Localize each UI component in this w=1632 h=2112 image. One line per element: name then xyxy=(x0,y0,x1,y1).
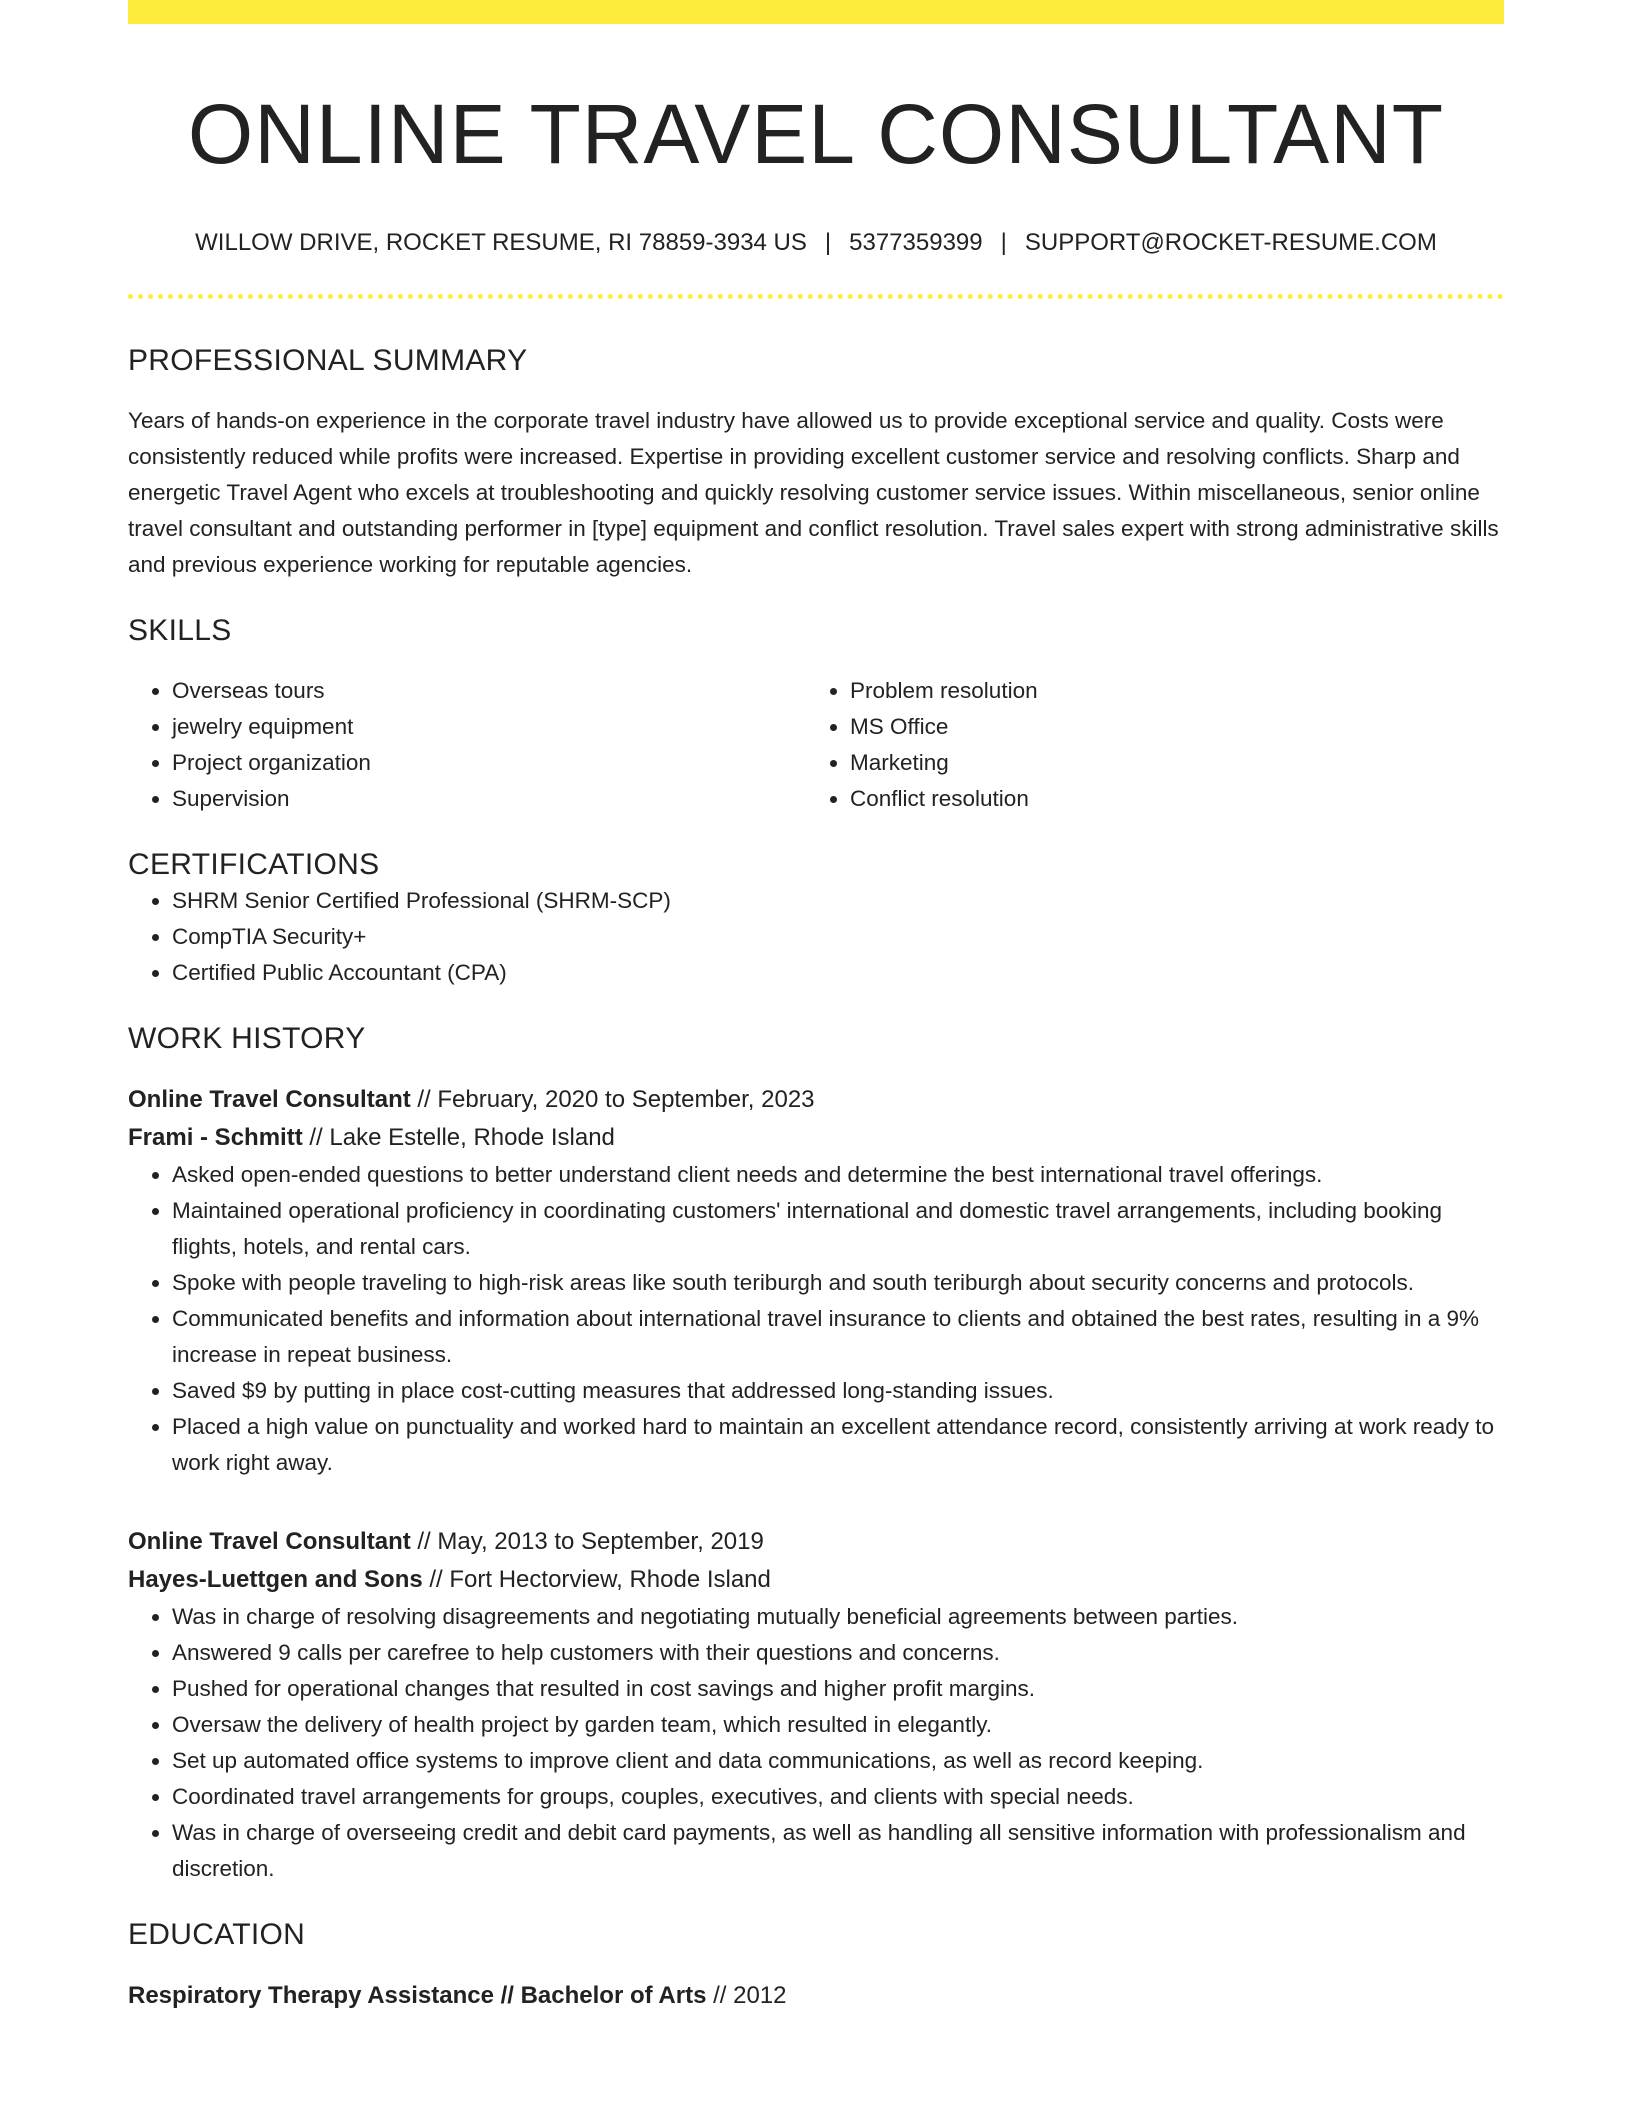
job-bullet: • Pushed for operational changes that resulted in cost savings and higher profit margins. xyxy=(172,1671,1504,1707)
education-line xyxy=(128,1977,1504,2015)
top-accent-bar xyxy=(128,0,1504,24)
job-bullet: • Communicated benefits and information about international travel insurance to clients and obtained the best rates, resulting in a 9% increase in repeat business. xyxy=(172,1301,1504,1373)
certification-item: • Certified Public Accountant (CPA) xyxy=(172,955,1504,991)
education-heading: EDUCATION xyxy=(128,1917,306,1951)
contact-separator: | xyxy=(1000,228,1007,256)
skills-left-column xyxy=(128,673,806,817)
job-company-line xyxy=(128,1561,1504,1599)
education-degree: Respiratory Therapy Assistance // Bachelor of Arts xyxy=(128,1981,707,2009)
job-location: // Fort Hectorview, Rhode Island xyxy=(422,1565,771,1593)
summary-heading: PROFESSIONAL SUMMARY xyxy=(128,343,528,377)
job-bullet: • Was in charge of overseeing credit and debit card payments, as well as handling all sensitive information with professionalism and discretion. xyxy=(172,1815,1504,1887)
contact-email: SUPPORT@ROCKET-RESUME.COM xyxy=(1024,228,1437,256)
skill-item: • Overseas tours xyxy=(172,673,806,709)
job-company-line xyxy=(128,1119,1504,1157)
job-bullet: • Spoke with people traveling to high-risk areas like south teriburgh and south teriburgh about security concerns and protocols. xyxy=(172,1265,1504,1301)
job-entry xyxy=(128,1523,1504,1887)
job-company: Frami - Schmitt xyxy=(128,1123,303,1151)
skill-item: • Problem resolution xyxy=(850,673,1484,709)
skill-item: • Supervision xyxy=(172,781,806,817)
work-history-heading: WORK HISTORY xyxy=(128,1021,366,1055)
certifications-list xyxy=(128,883,1504,991)
job-location: // Lake Estelle, Rhode Island xyxy=(302,1123,615,1151)
job-bullet: • Placed a high value on punctuality and worked hard to maintain an excellent attendance record, consistently arriving at work ready to work right away. xyxy=(172,1409,1504,1481)
contact-address: WILLOW DRIVE, ROCKET RESUME, RI 78859-3934 US xyxy=(195,228,807,256)
job-bullets xyxy=(128,1157,1504,1481)
job-role-line xyxy=(128,1081,1504,1119)
job-role: Online Travel Consultant xyxy=(128,1527,411,1555)
skills-heading: SKILLS xyxy=(128,613,232,647)
resume-name: ONLINE TRAVEL CONSULTANT xyxy=(187,87,1445,181)
summary-text: Years of hands-on experience in the corporate travel industry have allowed us to provide exceptional service and quality. Costs were consistently reduced while profits were increased. Expertise in providing excellent customer service and resolving conflicts. Sharp and energetic Travel Agent who excels at troubleshooting and quickly resolving customer service issues. Within miscellaneous, senior online travel consultant and outstanding performer in [type] equipment and conflict resolution. Travel sales expert with strong administrative skills and previous experience working for reputable agencies. xyxy=(128,407,1499,577)
job-role-line xyxy=(128,1523,1504,1561)
certification-item: • CompTIA Security+ xyxy=(172,919,1504,955)
job-bullet: • Asked open-ended questions to better understand client needs and determine the best international travel offerings. xyxy=(172,1157,1504,1193)
job-bullet: • Maintained operational proficiency in coordinating customers' international and domestic travel arrangements, including booking flights, hotels, and rental cars. xyxy=(172,1193,1504,1265)
contact-line xyxy=(128,227,1504,258)
contact-phone: 5377359399 xyxy=(849,228,983,256)
job-entry xyxy=(128,1081,1504,1481)
job-bullet: • Saved $9 by putting in place cost-cutting measures that addressed long-standing issues. xyxy=(172,1373,1504,1409)
skill-item: • Conflict resolution xyxy=(850,781,1484,817)
job-bullet: • Set up automated office systems to improve client and data communications, as well as record keeping. xyxy=(172,1743,1504,1779)
certifications-heading: CERTIFICATIONS xyxy=(128,847,380,881)
skill-item: • MS Office xyxy=(850,709,1484,745)
job-dates: // May, 2013 to September, 2019 xyxy=(410,1527,764,1555)
job-role: Online Travel Consultant xyxy=(128,1085,411,1113)
resume-page xyxy=(128,0,1504,2015)
job-bullet: • Answered 9 calls per carefree to help customers with their questions and concerns. xyxy=(172,1635,1504,1671)
certification-item: • SHRM Senior Certified Professional (SHRM-SCP) xyxy=(172,883,1504,919)
education-year: // 2012 xyxy=(706,1981,787,2009)
job-company: Hayes-Luettgen and Sons xyxy=(128,1565,423,1593)
job-bullet: • Was in charge of resolving disagreements and negotiating mutually beneficial agreements between parties. xyxy=(172,1599,1504,1635)
job-bullets xyxy=(128,1599,1504,1887)
skills-right-column xyxy=(806,673,1484,817)
skill-item: • jewelry equipment xyxy=(172,709,806,745)
job-bullet: • Coordinated travel arrangements for groups, couples, executives, and clients with special needs. xyxy=(172,1779,1504,1815)
dotted-divider xyxy=(128,294,1504,299)
skills-grid xyxy=(128,673,1504,817)
job-bullet: • Oversaw the delivery of health project by garden team, which resulted in elegantly. xyxy=(172,1707,1504,1743)
contact-separator: | xyxy=(824,228,832,256)
job-dates: // February, 2020 to September, 2023 xyxy=(410,1085,815,1113)
skill-item: • Project organization xyxy=(172,745,806,781)
skill-item: • Marketing xyxy=(850,745,1484,781)
